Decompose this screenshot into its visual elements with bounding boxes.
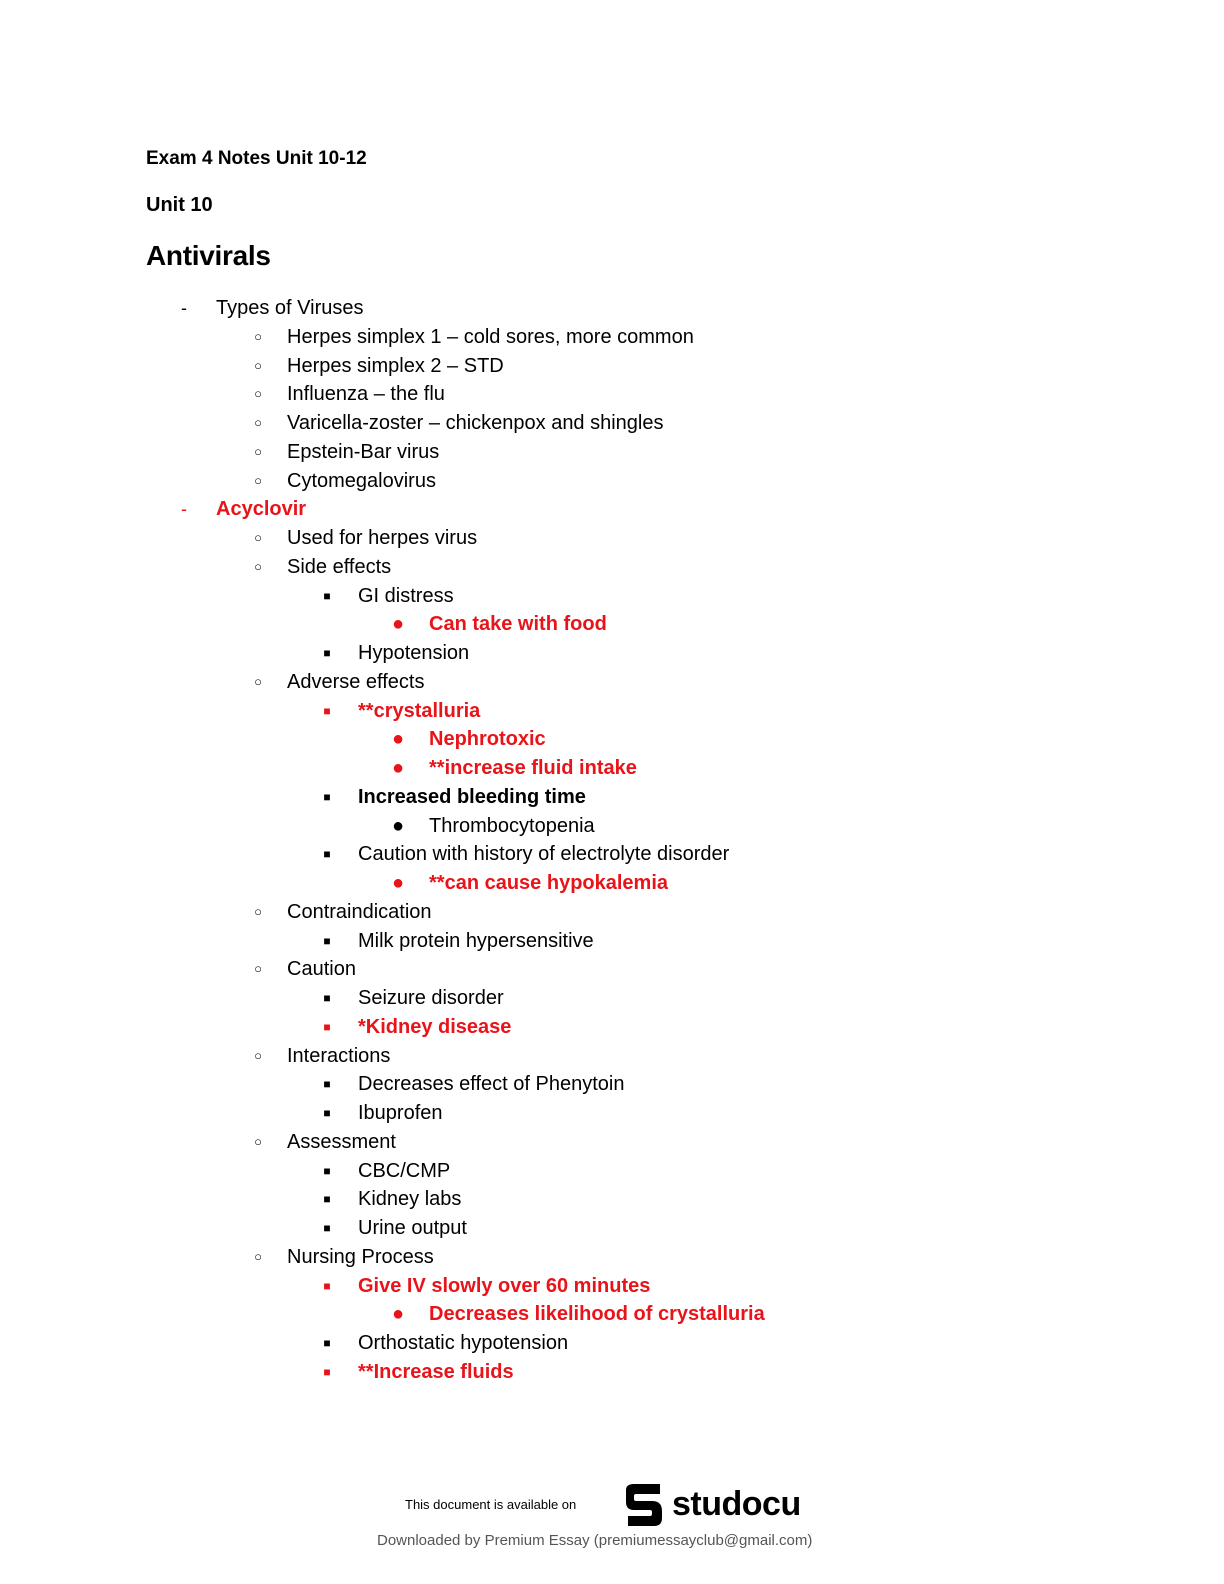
square-bullet-icon: ■ xyxy=(323,789,331,804)
square-bullet-icon: ■ xyxy=(323,1106,331,1120)
square-bullet-icon: ■ xyxy=(323,1364,331,1379)
circle-bullet-icon: ○ xyxy=(254,673,262,689)
studocu-logo-text[interactable]: studocu xyxy=(672,1485,801,1523)
circle-bullet-icon: ○ xyxy=(254,386,262,402)
circle-bullet-icon: ○ xyxy=(254,415,262,430)
list-item-text: Thrombocytopenia xyxy=(429,814,595,837)
list-item-text: Herpes simplex 2 – STD xyxy=(287,354,504,377)
circle-bullet-icon: ○ xyxy=(254,357,262,373)
list-item-text: Caution xyxy=(287,958,356,981)
list-item-text: Assessment xyxy=(287,1130,396,1153)
list-item-text: Acyclovir xyxy=(216,498,307,521)
list-item-text: Influenza – the flu xyxy=(287,383,445,406)
square-bullet-icon: ■ xyxy=(323,847,331,862)
list-item-text: Seizure disorder xyxy=(358,987,504,1009)
list-item-text: Ibuprofen xyxy=(358,1102,443,1124)
dot-bullet-icon: ● xyxy=(391,728,405,751)
square-bullet-icon: ■ xyxy=(323,1278,331,1293)
circle-bullet-icon: ○ xyxy=(254,558,262,574)
square-bullet-icon: ■ xyxy=(323,1336,331,1350)
list-item-text: Herpes simplex 1 – cold sores, more common xyxy=(287,325,694,348)
list-item-text: Milk protein hypersensitive xyxy=(358,929,594,952)
square-bullet-icon: ■ xyxy=(323,933,331,948)
square-bullet-icon: ■ xyxy=(323,1192,331,1207)
studocu-logo-icon[interactable] xyxy=(620,1482,668,1528)
dot-bullet-icon: ● xyxy=(391,1303,405,1326)
list-item-text: Interactions xyxy=(287,1044,391,1067)
square-bullet-icon: ■ xyxy=(323,1019,331,1034)
list-item-text: Varicella-zoster – chickenpox and shingles xyxy=(287,412,664,434)
square-bullet-icon: ■ xyxy=(323,991,331,1005)
square-bullet-icon: ■ xyxy=(323,1077,331,1092)
list-item-text: Decreases likelihood of crystalluria xyxy=(429,1303,765,1326)
list-item-text: Increased bleeding time xyxy=(358,785,586,808)
circle-bullet-icon: ○ xyxy=(254,443,262,459)
unit-heading: Unit 10 xyxy=(146,194,213,216)
circle-bullet-icon: ○ xyxy=(254,1133,262,1149)
list-item-text: Decreases effect of Phenytoin xyxy=(358,1073,625,1096)
dash-bullet-icon: - xyxy=(181,499,187,520)
list-item-text: Kidney labs xyxy=(358,1188,462,1211)
list-item-text: Adverse effects xyxy=(287,670,425,693)
list-item-text: Nursing Process xyxy=(287,1245,434,1268)
list-item-text: Orthostatic hypotension xyxy=(358,1332,569,1354)
square-bullet-icon: ■ xyxy=(323,1221,331,1235)
list-item-text: Nephrotoxic xyxy=(429,728,546,751)
list-item-text: **increase fluid intake xyxy=(429,757,637,779)
list-item-text: GI distress xyxy=(358,584,454,607)
list-item-text: CBC/CMP xyxy=(358,1159,451,1182)
list-item-text: **crystalluria xyxy=(358,699,481,722)
dot-bullet-icon: ● xyxy=(391,613,405,636)
list-item-text: Types of Viruses xyxy=(216,297,364,319)
dash-bullet-icon: - xyxy=(181,298,187,318)
circle-bullet-icon: ○ xyxy=(254,1047,262,1063)
dot-bullet-icon: ● xyxy=(391,757,405,779)
list-item-text: *Kidney disease xyxy=(358,1015,512,1038)
availability-note: This document is available on xyxy=(405,1497,577,1512)
list-item-text: Give IV slowly over 60 minutes xyxy=(358,1274,651,1297)
circle-bullet-icon: ○ xyxy=(254,1248,262,1264)
list-item-text: Used for herpes virus xyxy=(287,527,478,549)
square-bullet-icon: ■ xyxy=(323,646,331,660)
square-bullet-icon: ■ xyxy=(323,1163,331,1178)
list-item-text: Can take with food xyxy=(429,613,607,636)
circle-bullet-icon: ○ xyxy=(254,903,262,919)
download-attribution: Downloaded by Premium Essay (premiumessayclub@gmail.com) xyxy=(377,1532,813,1549)
list-item-text: Contraindication xyxy=(287,900,432,923)
list-item-text: Cytomegalovirus xyxy=(287,469,436,492)
circle-bullet-icon: ○ xyxy=(254,530,262,545)
document-title: Exam 4 Notes Unit 10-12 xyxy=(146,148,367,169)
dot-bullet-icon: ● xyxy=(391,872,405,894)
list-item-text: **Increase fluids xyxy=(358,1360,514,1383)
dot-bullet-icon: ● xyxy=(391,814,405,837)
list-item-text: Side effects xyxy=(287,555,392,578)
circle-bullet-icon: ○ xyxy=(254,328,262,344)
circle-bullet-icon: ○ xyxy=(254,961,262,977)
square-bullet-icon: ■ xyxy=(323,588,331,603)
list-item-text: Urine output xyxy=(358,1217,467,1239)
list-item-text: Hypotension xyxy=(358,642,470,664)
square-bullet-icon: ■ xyxy=(323,703,331,718)
list-item-text: **can cause hypokalemia xyxy=(429,872,669,894)
list-item-text: Caution with history of electrolyte disorder xyxy=(358,843,730,866)
list-item-text: Epstein-Bar virus xyxy=(287,440,440,463)
section-heading: Antivirals xyxy=(146,240,271,271)
circle-bullet-icon: ○ xyxy=(254,472,262,488)
